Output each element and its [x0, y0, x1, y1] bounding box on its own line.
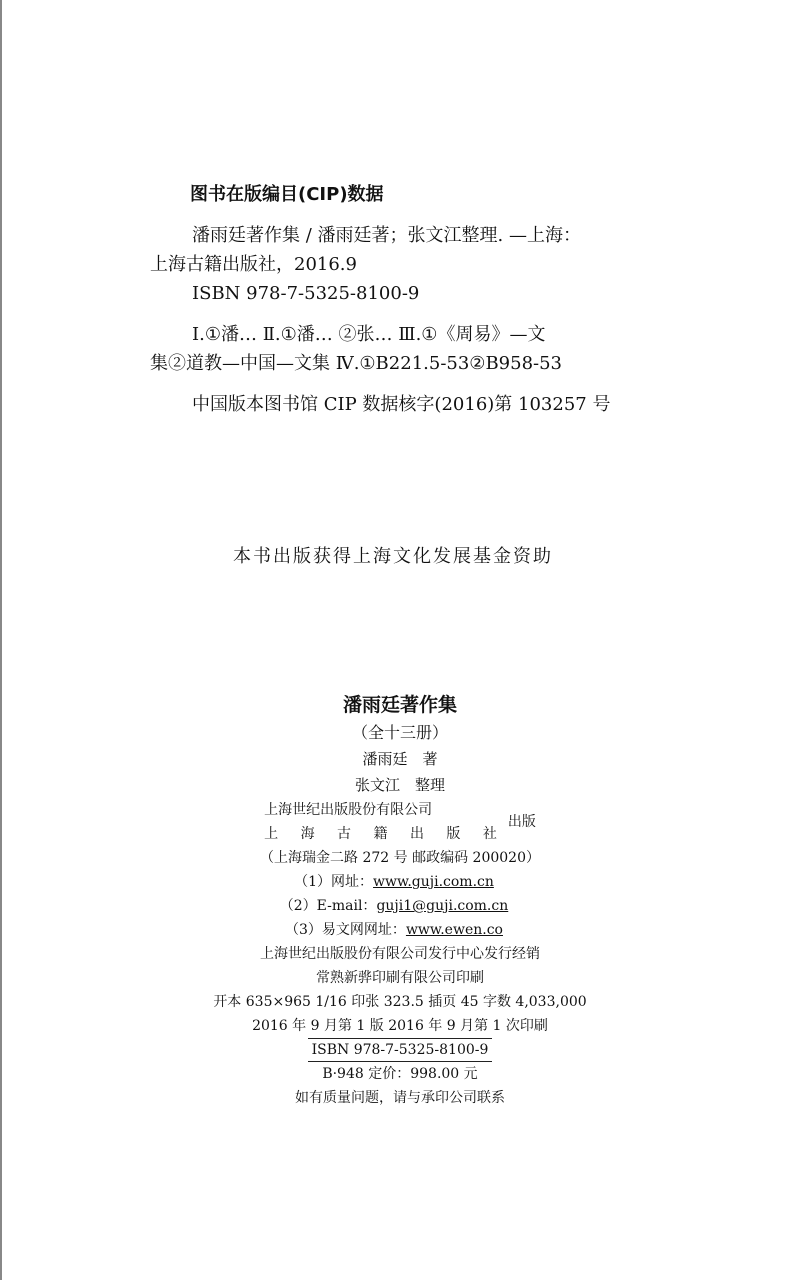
publisher-name-2: 上 海 古 籍 出 版 社 — [264, 826, 506, 842]
email-link[interactable]: guji1@guji.com.cn — [376, 898, 509, 914]
publisher-name-1: 上海世纪出版股份有限公司 — [264, 802, 433, 818]
cip-heading: 图书在版编目(CIP)数据 — [190, 184, 384, 205]
cip-isbn: ISBN 978-7-5325-8100-9 — [192, 283, 420, 304]
cip-subject-record — [150, 320, 670, 378]
cip-subject-line-1: Ⅰ.①潘… Ⅱ.①潘… ②张… Ⅲ.①《周易》—文 — [192, 324, 546, 345]
author-line: 潘雨廷 著 — [362, 750, 438, 768]
cip-bibliographic-record — [150, 221, 670, 308]
cip-bib-line-2: 上海古籍出版社，2016.9 — [150, 254, 357, 275]
publish-act: 出版 — [507, 814, 536, 830]
cip-subject-line-2: 集②道教—中国—文集 Ⅳ.①B221.5-53②B958-53 — [150, 353, 563, 374]
quality-note: 如有质量问题，请与承印公司联系 — [295, 1090, 505, 1106]
cip-record-number-block — [150, 390, 670, 419]
ewen-line — [144, 918, 644, 942]
editor-line: 张文江 整理 — [354, 776, 445, 794]
website-line — [144, 870, 644, 894]
edition-line: 2016 年 9 月第 1 版 2016 年 9 月第 1 次印刷 — [252, 1018, 548, 1034]
publisher-block — [150, 798, 650, 846]
website-link[interactable]: www.guji.com.cn — [373, 874, 494, 890]
page-edge-line — [0, 0, 2, 1280]
colophon — [150, 690, 650, 1110]
fund-note: 本书出版获得上海文化发展基金资助 — [233, 546, 553, 567]
volume-count: （全十三册） — [351, 723, 448, 742]
website-label: （1）网址： — [294, 874, 374, 890]
email-label: （2）E-mail： — [279, 898, 377, 914]
printer-line: 常熟新骅印刷有限公司印刷 — [316, 970, 484, 986]
ewen-link[interactable]: www.ewen.co — [405, 922, 503, 938]
cip-bib-line-1: 潘雨廷著作集 / 潘雨廷著；张文江整理. —上海： — [192, 225, 581, 246]
cip-data-block — [150, 180, 670, 431]
book-title: 潘雨廷著作集 — [342, 694, 457, 716]
publisher-address: （上海瑞金二路 272 号 邮政编码 200020） — [260, 850, 540, 866]
email-line — [144, 894, 644, 918]
price-line: B·948 定价：998.00 元 — [322, 1066, 478, 1082]
ewen-label: （3）易文网网址： — [285, 922, 406, 938]
specs-line: 开本 635×965 1/16 印张 323.5 插页 45 字数 4,033,000 — [213, 994, 587, 1010]
colophon-isbn: ISBN 978-7-5325-8100-9 — [308, 1038, 493, 1062]
distributor-line: 上海世纪出版股份有限公司发行中心发行经销 — [260, 946, 540, 962]
cip-record-number: 中国版本图书馆 CIP 数据核字(2016)第 103257 号 — [192, 394, 611, 415]
